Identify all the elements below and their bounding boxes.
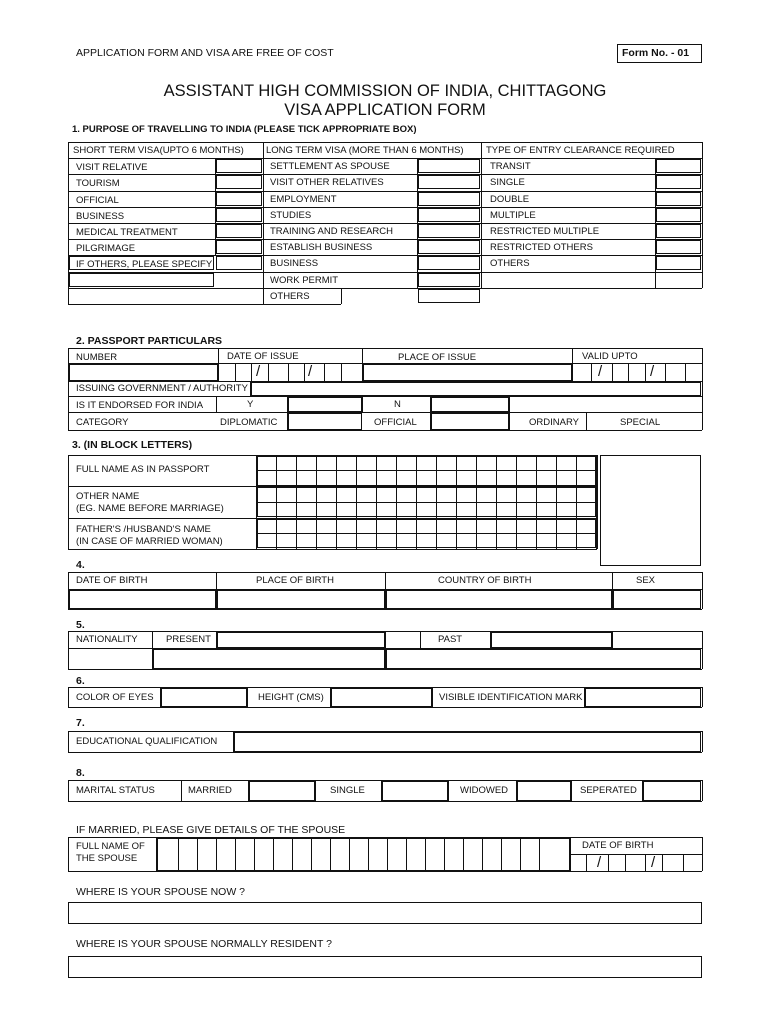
category-diplomatic-checkbox[interactable] (288, 413, 362, 430)
other-name-hint: (EG. NAME BEFORE MARRIAGE) (76, 503, 224, 514)
date-slash: / (256, 363, 261, 380)
sex-input[interactable] (613, 590, 701, 609)
present-nationality-input[interactable] (217, 632, 385, 648)
date-of-birth-input[interactable] (69, 590, 216, 609)
full-name-input[interactable] (257, 456, 596, 486)
date-cell-divider (586, 854, 587, 871)
rule-line (702, 780, 703, 801)
single-label: SINGLE (330, 785, 365, 796)
rule-line (216, 396, 217, 412)
present-nationality-detail-input[interactable] (153, 649, 385, 669)
rule-line (432, 687, 433, 707)
spouse-name-input[interactable] (157, 838, 570, 871)
rule-line (481, 142, 482, 288)
date-cell-divider (324, 363, 325, 381)
date-cell-divider (268, 363, 269, 381)
rule-line (181, 780, 182, 801)
long-term-option-label: TRAINING AND RESEARCH (270, 226, 393, 237)
long-term-option-label: EMPLOYMENT (270, 194, 337, 205)
father-husband-name-label: FATHER'S /HUSBAND'S NAME (76, 524, 211, 535)
short-term-option-label: VISIT RELATIVE (76, 162, 148, 173)
spouse-dob-label: DATE OF BIRTH (582, 840, 654, 851)
height-input[interactable] (331, 688, 432, 707)
father-husband-name-hint: (IN CASE OF MARRIED WOMAN) (76, 536, 223, 547)
issuing-government-input[interactable] (251, 382, 701, 396)
other-name-input[interactable] (257, 487, 596, 517)
rule-line (68, 430, 702, 431)
date-of-issue-label: DATE OF ISSUE (227, 351, 299, 362)
category-label: CATEGORY (76, 417, 129, 428)
short-term-option-label: TOURISM (76, 178, 120, 189)
short-term-option-label: MEDICAL TREATMENT (76, 227, 178, 238)
passport-number-input[interactable] (69, 364, 218, 381)
rule-line (702, 687, 703, 707)
long-term-option-label: OTHERS (270, 291, 310, 302)
date-cell-divider (304, 363, 305, 381)
marital-status-label: MARITAL STATUS (76, 785, 155, 796)
date-cell-divider (662, 854, 663, 871)
form-number: Form No. - 01 (622, 47, 690, 59)
single-checkbox[interactable] (382, 781, 448, 801)
valid-date-slash: / (598, 363, 603, 380)
long-term-option-checkbox[interactable] (418, 273, 480, 287)
long-term-option-label: STUDIES (270, 210, 312, 221)
long-term-option-checkbox[interactable] (418, 256, 480, 270)
long-term-option-label: ESTABLISH BUSINESS (270, 242, 373, 253)
other-purpose-input[interactable] (69, 273, 214, 287)
page-subtitle: VISA APPLICATION FORM (284, 101, 486, 119)
rule-line (702, 572, 703, 609)
entry-type-option-checkbox[interactable] (656, 192, 701, 206)
rule-line (68, 239, 702, 240)
entry-type-option-label: RESTRICTED MULTIPLE (490, 226, 600, 237)
married-checkbox[interactable] (249, 781, 315, 801)
rule-line (68, 412, 702, 413)
rule-line (68, 549, 597, 550)
rule-line (68, 158, 702, 159)
rule-line (68, 174, 702, 175)
passport-number-label: NUMBER (76, 352, 118, 363)
endorsed-yes-label: Y (247, 399, 254, 410)
date-cell-divider (625, 854, 626, 871)
separated-checkbox[interactable] (643, 781, 701, 801)
rule-line (68, 707, 702, 708)
education-input[interactable] (234, 732, 701, 752)
sex-label: SEX (636, 575, 656, 586)
short-term-option-label: PILGRIMAGE (76, 243, 136, 254)
spouse-heading: IF MARRIED, PLEASE GIVE DETAILS OF THE SPOUSE (76, 824, 346, 836)
rule-line (68, 455, 69, 549)
valid-cell-divider (628, 363, 629, 381)
purpose-heading: 1. PURPOSE OF TRAVELLING TO INDIA (PLEASE TICK APPROPRIATE BOX) (72, 124, 417, 135)
date-cell-divider (235, 363, 236, 381)
short-term-option-checkbox[interactable] (216, 256, 262, 270)
block-letters-heading: 3. (IN BLOCK LETTERS) (72, 439, 193, 451)
endorsed-yes-checkbox[interactable] (288, 397, 362, 412)
short-term-option-checkbox[interactable] (216, 240, 262, 254)
rule-line (362, 396, 363, 412)
rule-line (68, 396, 702, 397)
past-nationality-label: PAST (438, 634, 463, 645)
rule-line (68, 780, 69, 801)
spouse-now-input[interactable] (68, 902, 702, 924)
long-term-option-checkbox[interactable] (418, 224, 480, 238)
height-label: HEIGHT (CMS) (258, 692, 324, 703)
nationality-label: NATIONALITY (76, 634, 138, 645)
rule-line (341, 288, 342, 304)
father-husband-name-input[interactable] (257, 519, 596, 548)
entry-type-option-checkbox[interactable] (656, 208, 701, 222)
valid-upto-label: VALID UPTO (582, 351, 638, 362)
long-term-option-checkbox[interactable] (418, 192, 480, 206)
date-slash: / (651, 854, 656, 871)
short-term-option-label: OFFICIAL (76, 195, 119, 206)
category-official-checkbox[interactable] (431, 413, 509, 430)
spouse-resident-label: WHERE IS YOUR SPOUSE NORMALLY RESIDENT ? (76, 938, 332, 950)
eye-color-label: COLOR OF EYES (76, 692, 154, 703)
education-heading: 7. (76, 717, 85, 729)
entry-type-option-label: SINGLE (490, 177, 525, 188)
past-nationality-input[interactable] (491, 632, 612, 648)
free-of-cost-note: APPLICATION FORM AND VISA ARE FREE OF COST (76, 47, 334, 59)
date-slash: / (597, 854, 602, 871)
entry-type-option-label: DOUBLE (490, 194, 530, 205)
short-term-option-checkbox[interactable] (216, 224, 262, 238)
married-label: MARRIED (188, 785, 232, 796)
valid-cell-divider (685, 363, 686, 381)
date-of-birth-label: DATE OF BIRTH (76, 575, 148, 586)
rule-line (68, 752, 702, 753)
place-of-birth-input[interactable] (217, 590, 385, 609)
short-term-option-checkbox[interactable] (216, 175, 262, 189)
date-slash: / (308, 363, 313, 380)
rule-line (263, 142, 264, 304)
page-title: ASSISTANT HIGH COMMISSION OF INDIA, CHITTAGONG (163, 82, 607, 100)
short-term-option-checkbox[interactable] (216, 159, 262, 173)
valid-cell-divider (665, 363, 666, 381)
full-name-label: FULL NAME AS IN PASSPORT (76, 464, 210, 475)
rule-line (68, 687, 69, 707)
entry-type-option-label: MULTIPLE (490, 210, 536, 221)
endorsed-no-checkbox[interactable] (431, 397, 509, 412)
date-cell-divider (683, 854, 684, 871)
issuing-government-label: ISSUING GOVERNMENT / AUTHORITY (76, 383, 248, 394)
other-purpose-input[interactable] (69, 256, 214, 270)
long-term-visa-header: LONG TERM VISA (MORE THAN 6 MONTHS) (266, 145, 464, 156)
spouse-resident-input[interactable] (68, 956, 702, 978)
rule-line (68, 731, 69, 752)
rule-line (448, 780, 449, 801)
category-diplomatic-label: DIPLOMATIC (220, 417, 278, 428)
valid-cell-divider (612, 363, 613, 381)
category-ordinary-label: ORDINARY (529, 417, 579, 428)
rule-line (68, 223, 702, 224)
category-special-label: SPECIAL (620, 417, 661, 428)
place-of-issue-input[interactable] (363, 364, 572, 381)
rule-line (597, 455, 598, 549)
rule-line (68, 348, 702, 349)
rule-line (702, 731, 703, 752)
entry-type-option-checkbox[interactable] (656, 240, 701, 254)
rule-line (702, 631, 703, 669)
rule-line (420, 631, 421, 648)
long-term-option-label: VISIT OTHER RELATIVES (270, 177, 384, 188)
short-term-option-checkbox[interactable] (216, 192, 262, 206)
short-term-visa-header: SHORT TERM VISA(UPTO 6 MONTHS) (73, 145, 244, 156)
rule-line (571, 780, 572, 801)
long-term-option-checkbox[interactable] (418, 159, 480, 173)
entry-type-option-label: TRANSIT (490, 161, 531, 172)
rule-line (68, 348, 69, 430)
rule-line (68, 871, 702, 872)
rule-line (68, 207, 702, 208)
endorsed-no-label: N (394, 399, 401, 410)
rule-line (612, 631, 613, 648)
nationality-heading: 5. (76, 619, 85, 631)
short-term-option-checkbox[interactable] (216, 208, 262, 222)
category-official-label: OFFICIAL (374, 417, 417, 428)
entry-type-header: TYPE OF ENTRY CLEARANCE REQUIRED (486, 145, 675, 156)
past-nationality-detail-input[interactable] (386, 649, 701, 669)
rule-line (68, 191, 702, 192)
rule-line (68, 631, 69, 669)
separated-label: SEPERATED (580, 785, 637, 796)
rule-line (68, 142, 702, 143)
entry-type-option-checkbox[interactable] (656, 256, 701, 270)
identification-mark-label: VISIBLE IDENTIFICATION MARK (439, 692, 583, 703)
date-cell-divider (251, 363, 252, 381)
entry-type-option-checkbox[interactable] (656, 175, 701, 189)
country-of-birth-input[interactable] (386, 590, 612, 609)
rule-line (68, 801, 702, 802)
present-nationality-label: PRESENT (166, 634, 211, 645)
long-term-option-checkbox[interactable] (418, 208, 480, 222)
entry-type-option-label: RESTRICTED OTHERS (490, 242, 593, 253)
valid-cell-divider (645, 363, 646, 381)
birth-heading: 4. (76, 559, 85, 571)
passport-heading: 2. PASSPORT PARTICULARS (76, 335, 223, 347)
valid-cell-divider (591, 363, 592, 381)
country-of-birth-label: COUNTRY OF BIRTH (438, 575, 532, 586)
spouse-name-label: FULL NAME OF (76, 841, 145, 852)
features-heading: 6. (76, 675, 85, 687)
spouse-now-label: WHERE IS YOUR SPOUSE NOW ? (76, 886, 245, 898)
rule-line (68, 304, 341, 305)
rule-line (68, 609, 702, 610)
place-of-issue-label: PLACE OF ISSUE (398, 352, 477, 363)
rule-line (247, 687, 248, 707)
widowed-checkbox[interactable] (517, 781, 571, 801)
rule-line (702, 142, 703, 288)
other-name-label: OTHER NAME (76, 491, 140, 502)
valid-cell-divider (572, 363, 573, 381)
entry-type-option-checkbox[interactable] (656, 224, 701, 238)
date-cell-divider (218, 363, 219, 381)
marital-heading: 8. (76, 767, 85, 779)
short-term-option-label: IF OTHERS, PLEASE SPECIFY (76, 259, 213, 270)
valid-date-slash: / (650, 363, 655, 380)
date-cell-divider (608, 854, 609, 871)
identification-mark-input[interactable] (585, 688, 701, 707)
long-term-option-checkbox[interactable] (418, 175, 480, 189)
rule-line (68, 837, 69, 871)
photo-box[interactable] (600, 455, 701, 566)
date-cell-divider (645, 854, 646, 871)
rule-line (702, 837, 703, 871)
rule-line (586, 412, 587, 430)
spouse-name-label-2: THE SPOUSE (76, 853, 138, 864)
rule-line (315, 780, 316, 801)
widowed-label: WIDOWED (460, 785, 509, 796)
long-term-option-label: BUSINESS (270, 258, 319, 269)
rule-line (509, 396, 510, 430)
rule-line (68, 669, 702, 670)
rule-line (68, 288, 702, 289)
long-term-option-checkbox[interactable] (418, 289, 480, 303)
long-term-option-label: WORK PERMIT (270, 275, 339, 286)
entry-type-option-checkbox[interactable] (656, 159, 701, 173)
date-cell-divider (288, 363, 289, 381)
long-term-option-checkbox[interactable] (418, 240, 480, 254)
long-term-option-label: SETTLEMENT AS SPOUSE (270, 161, 390, 172)
entry-type-option-label: OTHERS (490, 258, 530, 269)
eye-color-input[interactable] (161, 688, 247, 707)
endorsed-for-india-label: IS IT ENDORSED FOR INDIA (76, 400, 204, 411)
date-cell-divider (341, 363, 342, 381)
short-term-option-label: BUSINESS (76, 211, 125, 222)
place-of-birth-label: PLACE OF BIRTH (256, 575, 334, 586)
education-label: EDUCATIONAL QUALIFICATION (76, 736, 218, 747)
rule-line (702, 348, 703, 430)
